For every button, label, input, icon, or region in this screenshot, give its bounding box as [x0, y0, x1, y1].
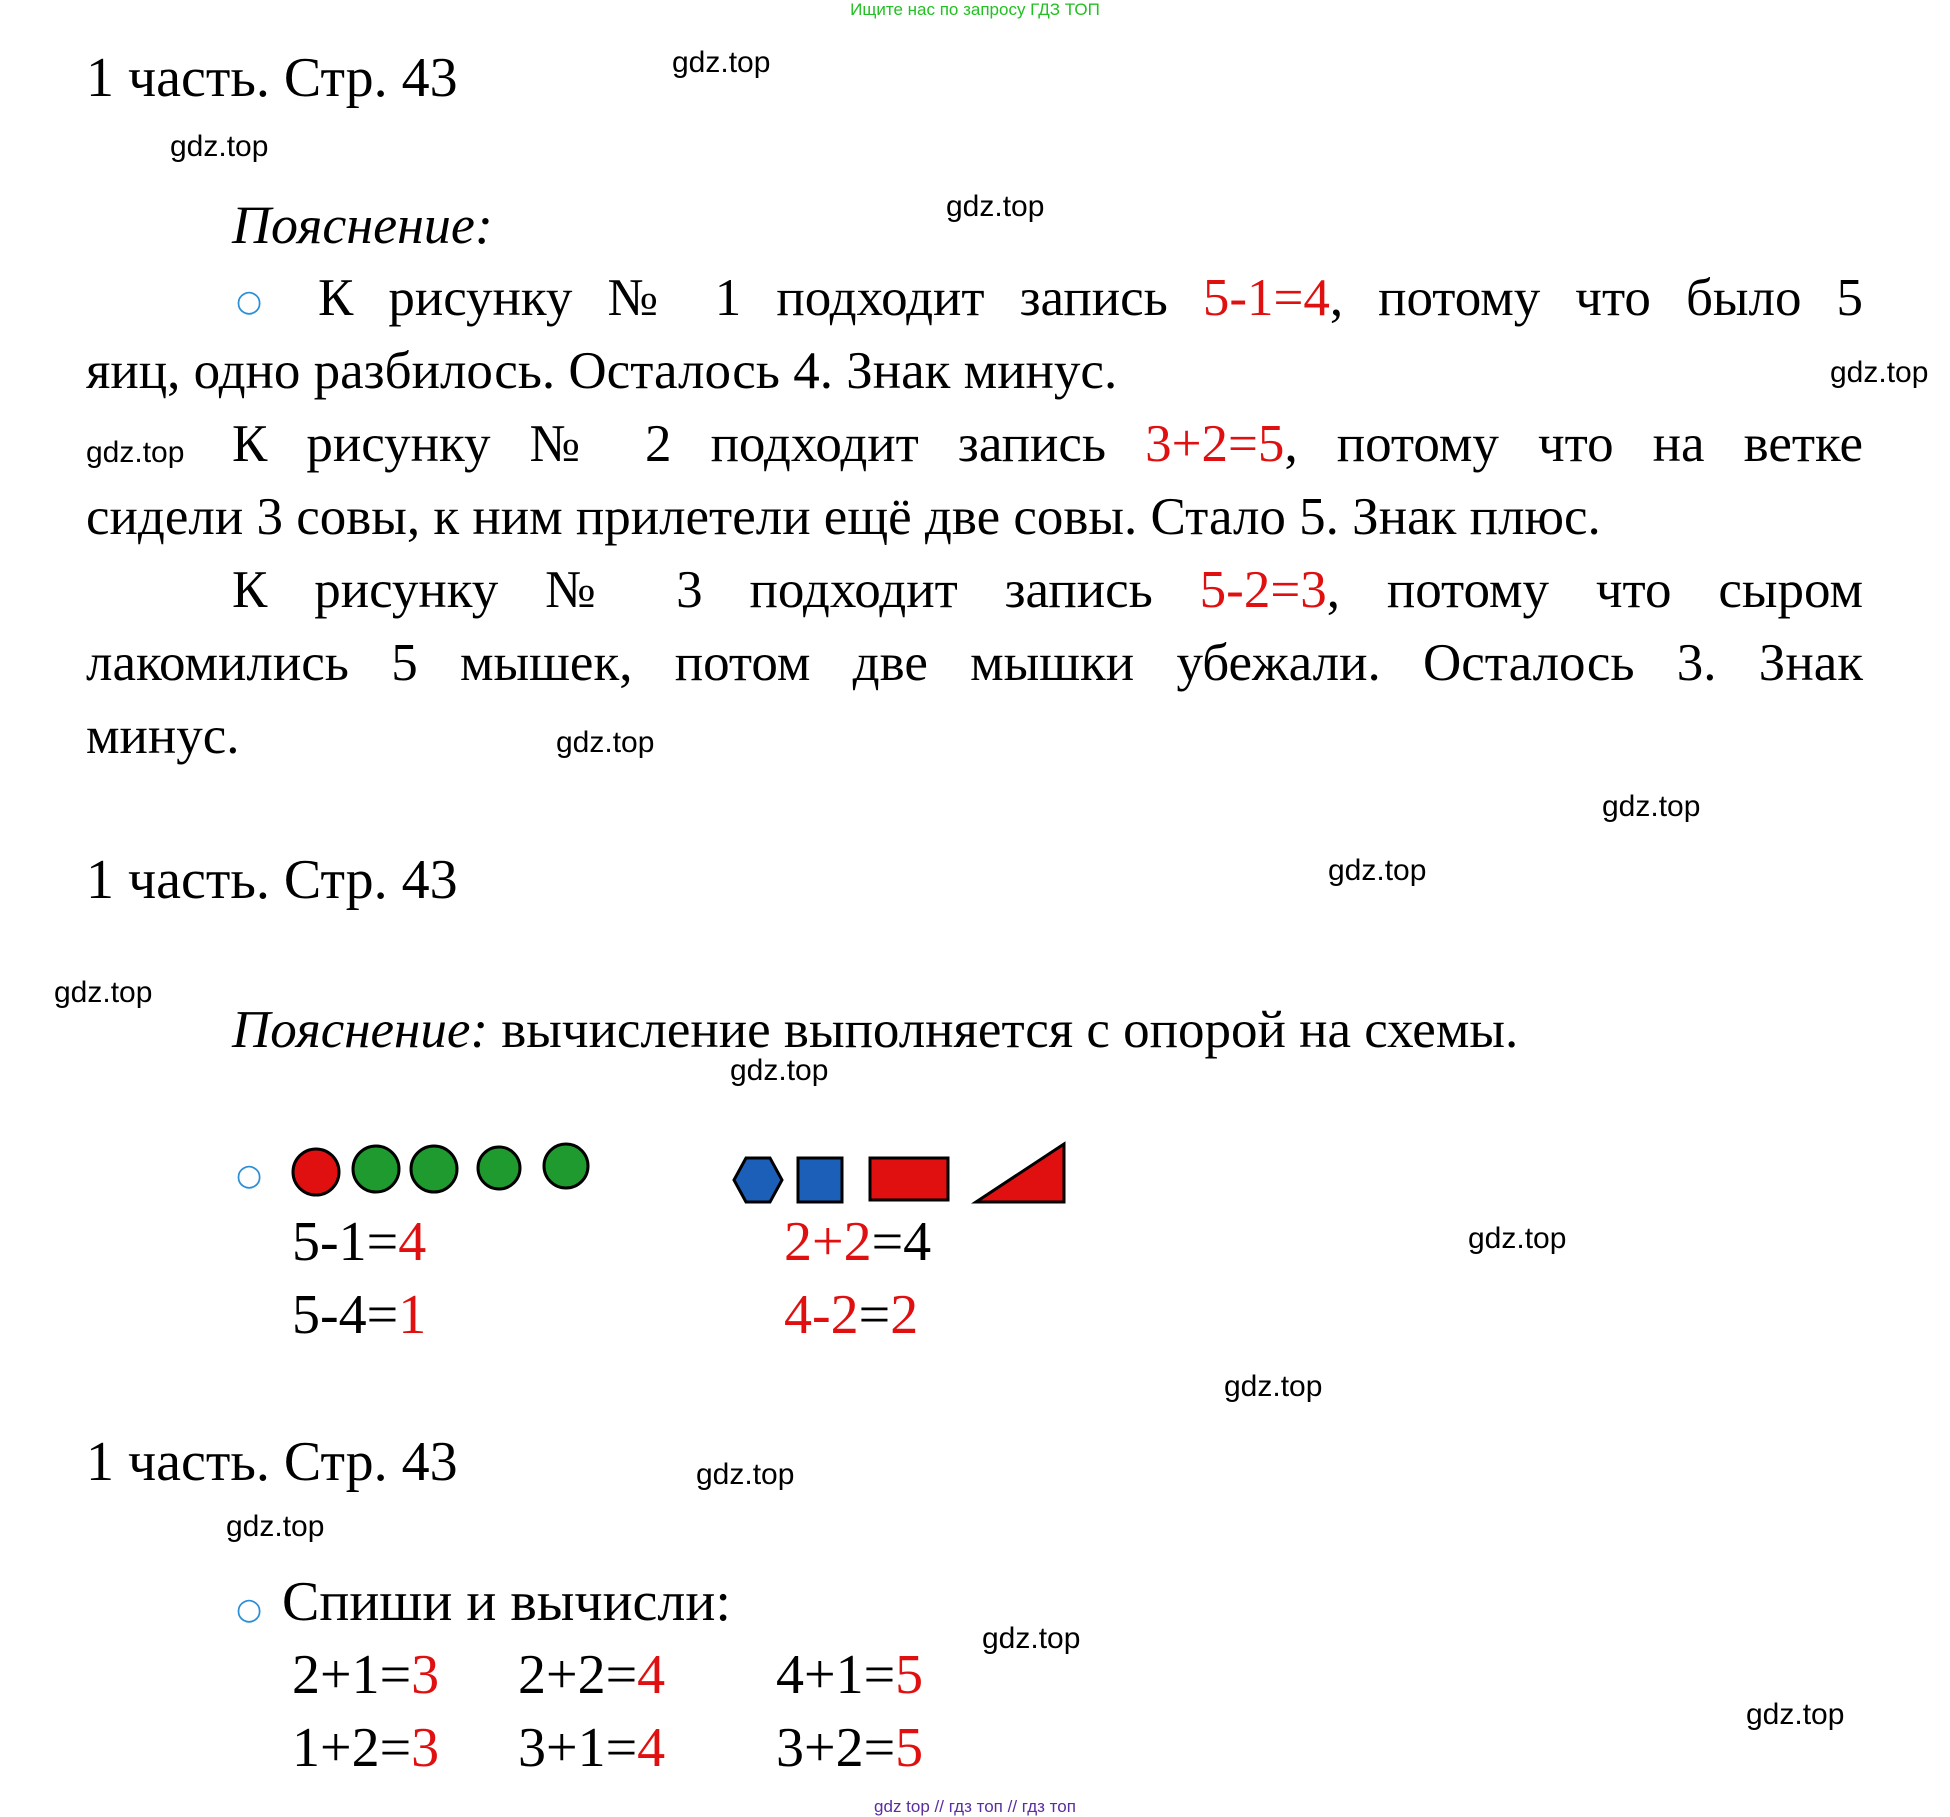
- section-2-heading: 1 часть. Стр. 43: [86, 849, 458, 911]
- paragraph-3-line-3: минус.: [86, 707, 240, 765]
- paragraph-1-line-1: К рисунку № 1 подходит запись 5-1=4, потому что было 5: [318, 269, 1863, 327]
- equation: 2+1=3: [292, 1644, 440, 1706]
- section-3-heading: 1 часть. Стр. 43: [86, 1431, 458, 1493]
- footer-links: [0, 1797, 1950, 1817]
- paragraph-3-line-1: К рисунку № 3 подходит запись 5-2=3, потому что сыром: [232, 561, 1863, 619]
- watermark: gdz.top: [982, 1622, 1081, 1655]
- watermark: gdz.top: [696, 1458, 795, 1491]
- watermark: gdz.top: [1468, 1222, 1567, 1255]
- green-circle-icon: [478, 1147, 520, 1189]
- answer-3: 5-2=3: [1199, 561, 1327, 619]
- paragraph-2-line-2: сидели 3 совы, к ним прилетели ещё две совы. Стало 5. Знак плюс.: [86, 488, 1601, 546]
- watermark: gdz.top: [730, 1054, 829, 1087]
- blue-square-icon: [798, 1158, 842, 1202]
- equation: 5-1=4: [292, 1211, 427, 1273]
- equation: 3+1=4: [518, 1717, 666, 1779]
- footer-separator: //: [934, 1797, 944, 1816]
- task-text: Спиши и вычисли:: [282, 1571, 731, 1633]
- section-1-heading: 1 часть. Стр. 43: [86, 47, 458, 109]
- footer-separator: //: [1007, 1797, 1018, 1816]
- watermark: gdz.top: [1830, 356, 1929, 389]
- watermark: gdz.top: [54, 976, 153, 1009]
- red-rectangle-icon: [870, 1158, 948, 1200]
- section-2-explanation-label: Пояснение:: [232, 1001, 489, 1059]
- watermark: gdz.top: [946, 190, 1045, 223]
- blue-hexagon-icon: [734, 1158, 782, 1202]
- equation: 4-2=2: [784, 1284, 919, 1346]
- green-circle-icon: [353, 1146, 399, 1192]
- figures-scheme: [726, 1138, 1072, 1208]
- watermark: gdz.top: [672, 46, 771, 79]
- green-circle-icon: [544, 1144, 588, 1188]
- bullet-icon: ○: [236, 1158, 263, 1193]
- watermark: gdz.top: [226, 1510, 325, 1543]
- watermark: gdz.top: [1746, 1698, 1845, 1731]
- bullet-icon: ○: [236, 284, 263, 319]
- red-triangle-icon: [976, 1144, 1064, 1202]
- red-circle-icon: [293, 1149, 339, 1195]
- footer-link[interactable]: gdz top: [874, 1797, 930, 1816]
- bullet-icon: ○: [236, 1592, 263, 1627]
- paragraph-2-line-1: К рисунку № 2 подходит запись 3+2=5, потому что на ветке: [232, 415, 1863, 473]
- watermark: gdz.top: [86, 436, 185, 469]
- section-1-explanation-label: Пояснение:: [232, 195, 493, 255]
- watermark: gdz.top: [170, 130, 269, 163]
- answer-1: 5-1=4: [1202, 269, 1330, 327]
- answer-2: 3+2=5: [1145, 415, 1285, 473]
- equation: 2+2=4: [784, 1211, 932, 1273]
- watermark: gdz.top: [1602, 790, 1701, 823]
- footer-link[interactable]: гдз топ: [1021, 1797, 1076, 1816]
- equation: 4+1=5: [776, 1644, 924, 1706]
- footer-link[interactable]: гдз топ: [948, 1797, 1003, 1816]
- paragraph-3-line-2: лакомились 5 мышек, потом две мышки убежали. Осталось 3. Знак: [86, 634, 1863, 692]
- watermark: gdz.top: [556, 726, 655, 759]
- paragraph-1-line-2: яиц, одно разбилось. Осталось 4. Знак минус.: [86, 342, 1118, 400]
- equation: 1+2=3: [292, 1717, 440, 1779]
- circles-scheme: [288, 1138, 598, 1200]
- equation: 2+2=4: [518, 1644, 666, 1706]
- watermark: gdz.top: [1328, 854, 1427, 887]
- equation: 5-4=1: [292, 1284, 427, 1346]
- green-circle-icon: [411, 1146, 457, 1192]
- section-2-explanation: Пояснение: вычисление выполняется с опорой на схемы.: [232, 1001, 1519, 1059]
- equation: 3+2=5: [776, 1717, 924, 1779]
- watermark: gdz.top: [1224, 1370, 1323, 1403]
- top-banner[interactable]: Ищите нас по запросу ГДЗ ТОП: [850, 0, 1100, 19]
